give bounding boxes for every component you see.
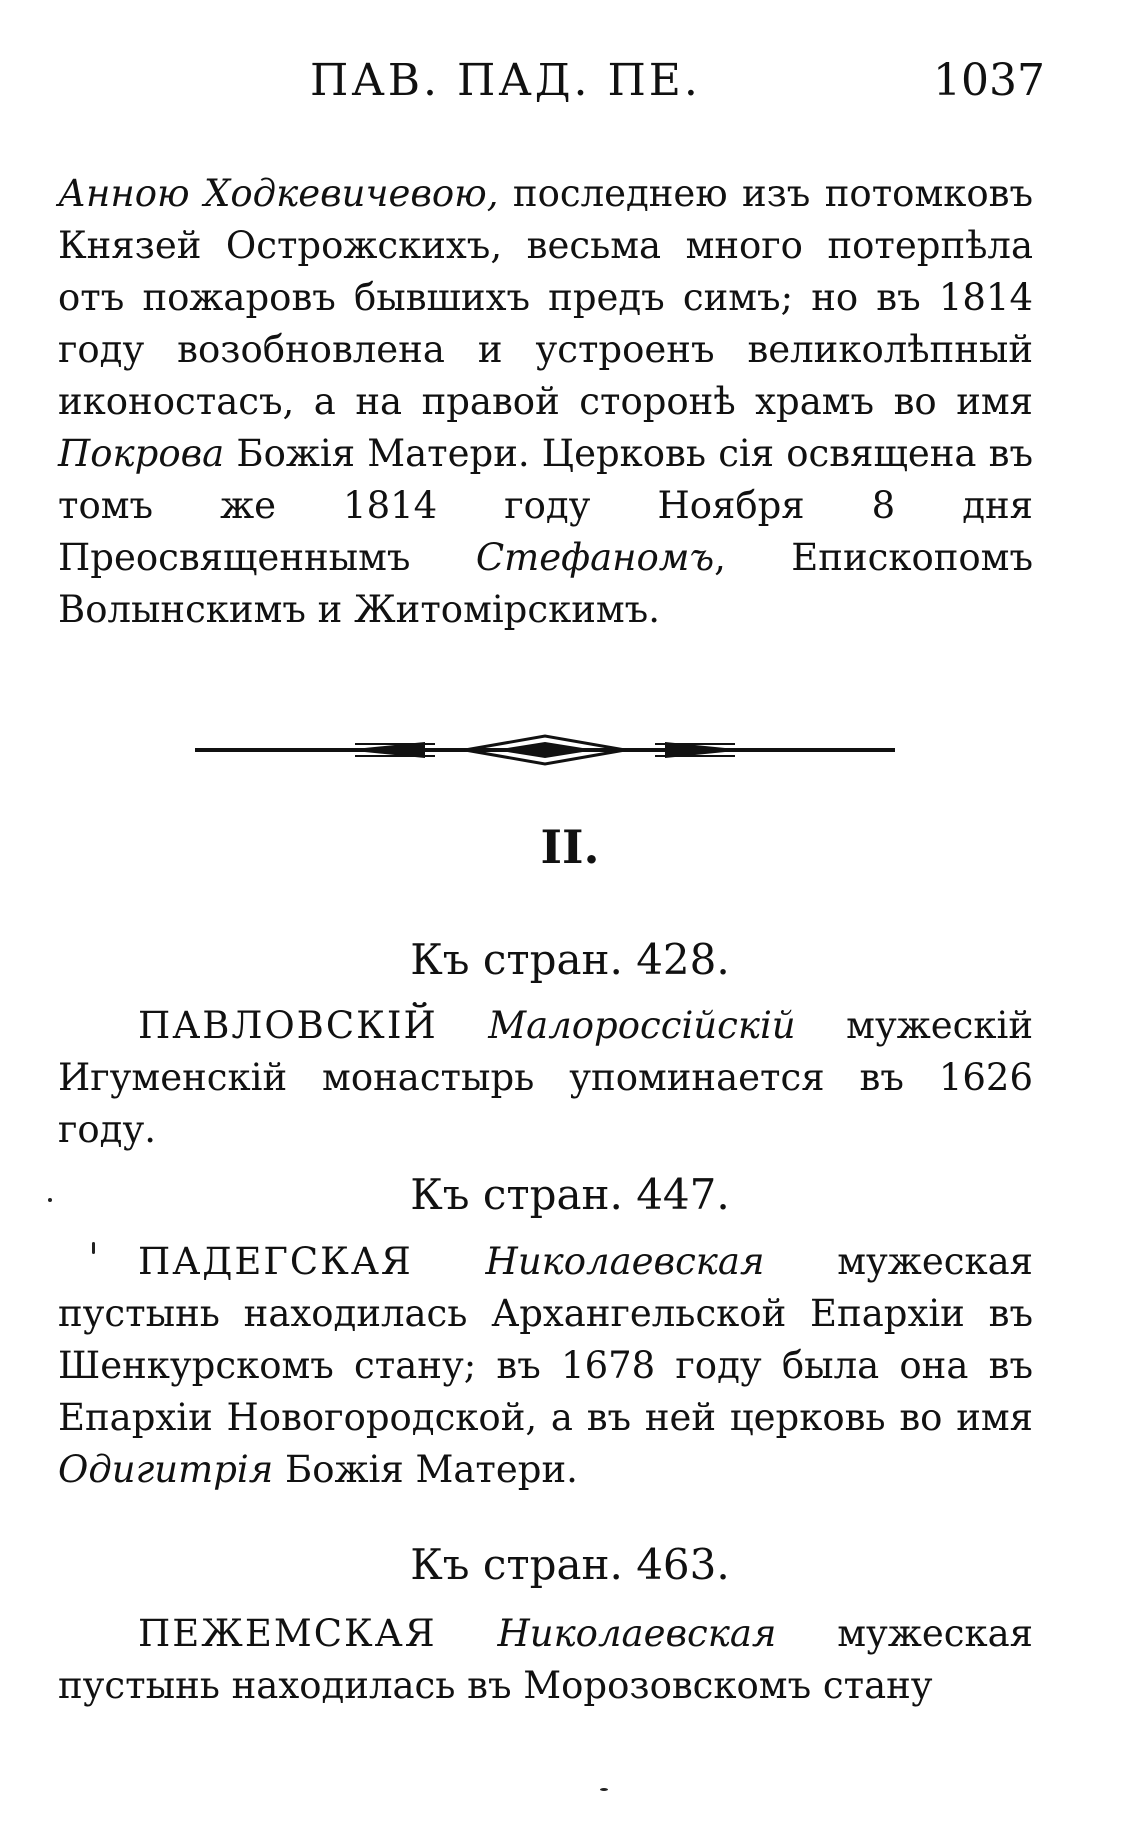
- entry-title: ПЕЖЕМСКАЯ: [138, 1612, 437, 1655]
- decorative-rule: [195, 730, 895, 770]
- print-speck: [600, 1788, 608, 1791]
- italic-name: Анною Ходкевичевою,: [58, 172, 499, 215]
- entry-italic: Николаевская: [497, 1612, 777, 1655]
- print-speck: [48, 1198, 52, 1202]
- page-reference: Къ стран. 428.: [410, 935, 730, 984]
- page-header: [0, 55, 1140, 115]
- italic-name: Покрова: [58, 432, 225, 475]
- entry-italic: Одигитрія: [58, 1448, 274, 1491]
- page-reference: Къ стран. 463.: [410, 1540, 730, 1589]
- entry-paragraph: [58, 1608, 1033, 1712]
- italic-name: Стефаномъ: [475, 536, 715, 579]
- entry-paragraph: [58, 1000, 1033, 1156]
- entry-paragraph: [58, 1236, 1033, 1496]
- entry-text: мужеская пустынь находилась въ Морозовскомъ стану: [58, 1612, 1034, 1707]
- paragraph-text: , Епископомъ Волынскимъ и Житомірскимъ.: [58, 536, 1034, 631]
- entry-italic: Малороссійскій: [488, 1004, 796, 1047]
- paragraph-text: последнею изъ потомковъ Князей Острожскихъ, весьма много потерпѣла отъ пожаровъ бывшихъ предъ симъ; но въ 1814 году возобновлена и устроенъ великолѣпный иконостасъ, а на правой сторонѣ храмъ во имя: [58, 172, 1033, 423]
- paragraph-text: Божія Матери. Церковь сія освящена въ томъ же 1814 году Ноября 8 дня Преосвященнымъ: [58, 432, 1033, 579]
- entry-italic: Николаевская: [485, 1240, 765, 1283]
- page-reference: Къ стран. 447.: [410, 1170, 730, 1219]
- running-head: ПАВ. ПАД. ПЕ.: [310, 55, 701, 106]
- section-number: II.: [540, 820, 600, 874]
- entry-text: мужеская пустынь находилась Архангельской Епархіи въ Шенкурскомъ стану; въ 1678 году была она въ Епархіи Новогородской, а въ ней церковь во имя: [58, 1240, 1033, 1439]
- entry-text: мужескій Игуменскій монастырь упоминается въ 1626 году.: [58, 1004, 1033, 1151]
- page-number: 1037: [933, 55, 1045, 106]
- entry-text: Божія Матери.: [273, 1448, 578, 1491]
- entry-title: ПАДЕГСКАЯ: [138, 1240, 413, 1283]
- print-speck: [92, 1242, 95, 1254]
- continuation-paragraph: [58, 168, 1033, 636]
- entry-title: ПАВЛОВСКІЙ: [138, 1004, 438, 1047]
